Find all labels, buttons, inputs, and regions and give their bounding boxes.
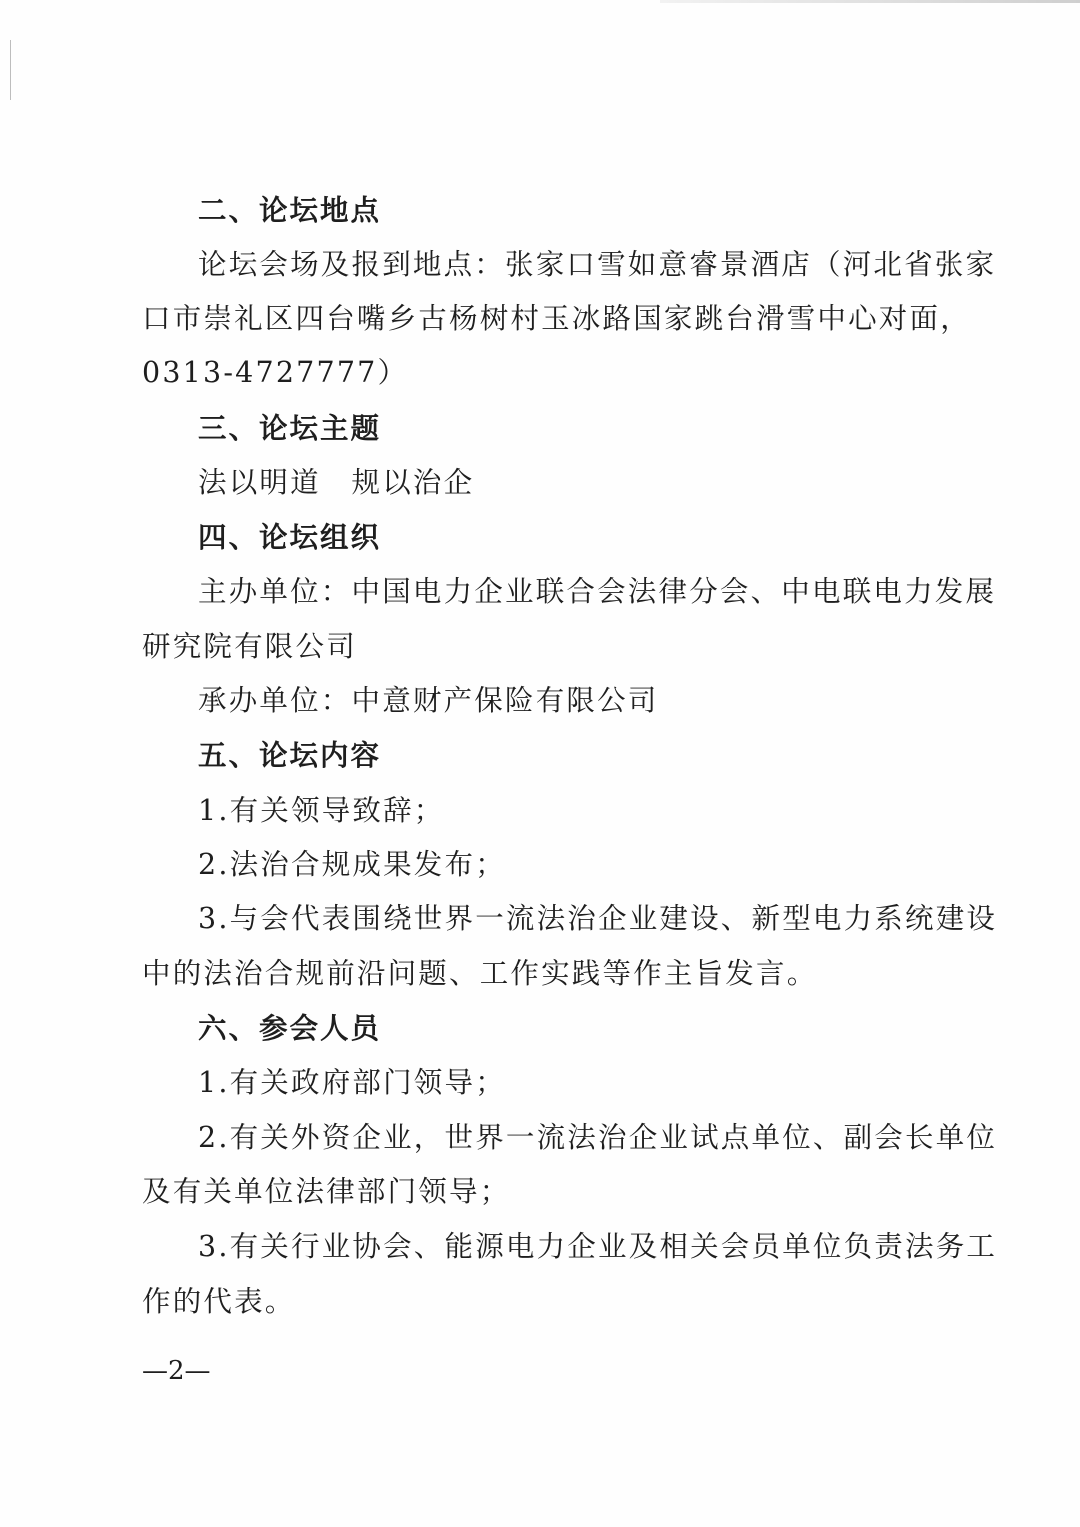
attendee-item-3-line-2: 作的代表。 bbox=[142, 1285, 296, 1318]
organizer-line: 承办单位：中意财产保险有限公司 bbox=[198, 684, 659, 717]
section-heading-attendees: 六、参会人员 bbox=[198, 1012, 382, 1045]
content-item-3-line-2: 中的法治合规前沿问题、工作实践等作主旨发言。 bbox=[142, 957, 818, 990]
attendee-item-1: 1.有关政府部门领导； bbox=[198, 1066, 506, 1099]
theme-line: 法以明道 规以治企 bbox=[198, 466, 475, 499]
page-number: —2— bbox=[142, 1356, 211, 1386]
section-heading-organization: 四、论坛组织 bbox=[198, 521, 382, 554]
scan-edge-mark bbox=[10, 40, 11, 100]
section-heading-theme: 三、论坛主题 bbox=[198, 412, 382, 445]
venue-line-3: 0313-4727777） bbox=[142, 356, 409, 389]
host-line-1: 主办单位：中国电力企业联合会法律分会、中电联电力发展 bbox=[198, 575, 997, 608]
attendee-item-2-line-1: 2.有关外资企业，世界一流法治企业试点单位、副会长单位 bbox=[198, 1121, 998, 1154]
content-item-2: 2.法治合规成果发布； bbox=[198, 848, 506, 881]
attendee-item-2-line-2: 及有关单位法律部门领导； bbox=[142, 1175, 511, 1208]
content-item-3-line-1: 3.与会代表围绕世界一流法治企业建设、新型电力系统建设 bbox=[198, 902, 998, 935]
host-line-2: 研究院有限公司 bbox=[142, 630, 357, 663]
venue-line-2: 口市崇礼区四台嘴乡古杨树村玉冰路国家跳台滑雪中心对面， bbox=[142, 302, 971, 335]
scan-edge-shadow bbox=[660, 0, 1080, 3]
section-heading-venue: 二、论坛地点 bbox=[198, 194, 382, 227]
content-item-1: 1.有关领导致辞； bbox=[198, 794, 445, 827]
venue-line-1: 论坛会场及报到地点：张家口雪如意睿景酒店（河北省张家 bbox=[198, 248, 997, 281]
attendee-item-3-line-1: 3.有关行业协会、能源电力企业及相关会员单位负责法务工 bbox=[198, 1230, 998, 1263]
section-heading-content: 五、论坛内容 bbox=[198, 739, 382, 772]
